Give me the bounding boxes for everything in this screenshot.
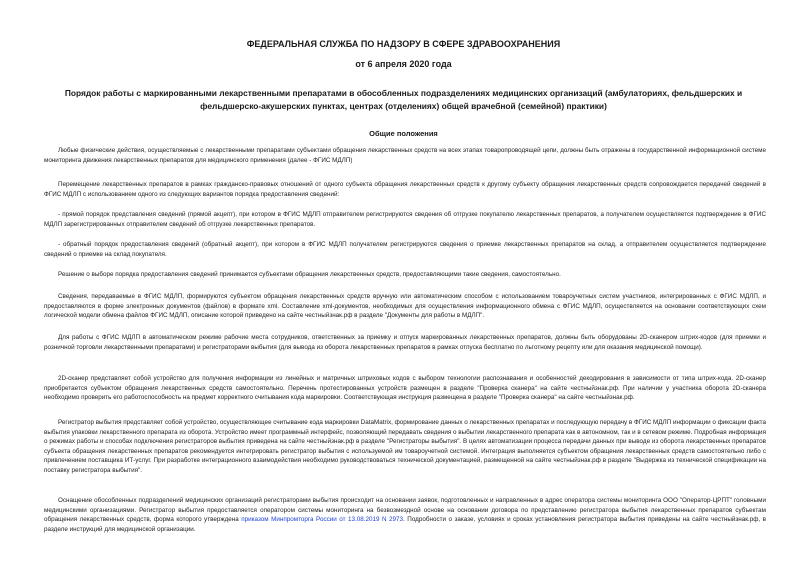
document-date: от 6 апреля 2020 года [355,59,452,69]
paragraph-10 [44,496,766,534]
section-heading: Общие положения [369,129,438,138]
paragraph-1: Любые физические действия, осуществляемые с лекарственными препаратами субъектами обращения лекарственных средств на всех этапах товаропроводящей цепи, должны быть отражены в государственной информационной системе мониторинга движения лекарственных препаратов для медицинского применения (далее - ФГИС МДЛП) [44,147,766,164]
paragraph-10-text-start: Оснащение обособленных подразделений медицинских организаций регистраторами выбытия происходит на основании заявок, подготовленных и направленных в адрес оператора системы мониторинга ООО "Оператор-ЦРПТ" головными медицинскими организациями. Регистратор выбытия предоставляется оператором системы мониторинга на безвозмездной основе на основании договора по представлению регистратора выбытия лекарственных препаратов субъектам обращения лекарственных средств, форма которого утверждена [44,497,766,523]
paragraph-3: - прямой порядок представления сведений (прямой акцепт), при котором в ФГИС МДЛП отправителем регистрируются сведения об отгрузке покупателю лекарственных препаратов, а получателем осуществляется подтверждение в ФГИС МДЛП зарегистрированных отправителем сведений об отгрузке лекарственных препаратов. [44,211,766,228]
order-link[interactable]: приказом Минпромторга России от 13.08.2019 N 2973 [241,516,404,523]
paragraph-2: Перемещение лекарственных препаратов в рамках гражданско-правовых отношений от одного субъекта обращения лекарственных средств к другому субъекту обращения лекарственных средств сопровождается передачей сведений в ФГИС МДЛП с использованием одного из следующих вариантов порядка предоставления сведений: [44,181,766,198]
paragraph-4: - обратный порядок предоставления сведений (обратный акцепт), при котором в ФГИС МДЛП получателем регистрируются сведения о приемке лекарственных препаратов на склад, а отправителем осуществляется подтверждение сведений о приемке на склад покупателя. [44,241,766,258]
paragraph-8: 2D-сканер представляет собой устройство для получения информации из линейных и матричных штриховых кодов с выбором технологии распознавания и особенностей декодирования в зависимости от типа штрих-кода. 2D-сканер приобретается субъектом обращения лекарственных средств самостоятельно. Перечень протестированных устройств размещен в разделе "Проверка сканера" на сайте честныйзнак.рф. При наличии у участника оборота 2D-сканера необходимо проверить его работоспособность на предмет корректного считывания кода маркировки. Соответствующая инструкция размещена в разделе "Проверка сканера" на сайте честныйзнак.рф. [44,375,766,401]
paragraph-5: Решение о выборе порядка предоставления сведений принимается субъектами обращения лекарственных средств, предоставляющими такие сведения, самостоятельно. [58,271,561,278]
paragraph-9: Регистратор выбытия представляет собой устройство, осуществляющее считывание кода маркировки DataMatrix, формирование данных о лекарственных препаратах и последующую передачу в ФГИС МДЛП информации о фиксации факта выбытия упаковки лекарственного препарата из оборота. Устройство имеет программный интерфейс, позволяющий передавать сведения о выбытии лекарственного препарата как в автономном, так и в сетевом режиме. Подробная информация о режимах работы и способах подключения регистраторов выбытия приведена на сайте честныйзнак.рф в разделе "Регистраторы выбытия". В целях автоматизации процесса передачи данных при выводе из оборота лекарственных препаратов субъекта обращения лекарственных препаратов рекомендуется интегрировать регистратор выбытия с используемой им товароучетной системой. Интеграция выполняется субъектом обращения лекарственных средств самостоятельно либо с привлечением поставщика ИТ-услуг. При разработке интеграционного взаимодействия необходимо руководствоваться технической документацией, размещенной на сайте честныйзнак.рф в разделе "Выдержка из технической спецификации на поставку регистратора выбытия". [44,419,766,474]
paragraph-10-text-end: . Подробности о заказе, условиях и сроках установления регистратора выбытия приведены на сайте честныйзнак.рф, в разделе инструкций для медицинской организации. [44,516,767,533]
document-title-line1: Порядок работы с маркированными лекарственными препаратами в обособленных подразделениях медицинских организаций (амбулаториях, фельдшерских и [64,88,743,98]
paragraph-6: Сведения, передаваемые в ФГИС МДЛП, формируются субъектом обращения лекарственных средств вручную или автоматическим способом с использованием товароучетных систем участников, интегрированных с ФГИС МДЛП, и предоставляются в форме электронных документов (файлов) в формате xml. Составление xml-документов, необходимых для осуществления информационного обмена с ФГИС МДЛП, осуществляется на основании соответствующих схем логической модели обмена файлов ФГИС МДЛП, описание которой приведено на сайте честныйзнак.рф в разделе "Документы для работы в МДЛП". [44,293,766,319]
document-title-line2: фельдшерско-акушерских пунктах, центрах (отделениях) общей врачебной (семейной) практики) [200,101,607,111]
paragraph-7: Для работы с ФГИС МДЛП в автоматическом режиме рабочие места сотрудников, ответственных за приемку и отпуск маркированных лекарственных препаратов, должны быть оборудованы 2D-сканером штрих-кодов (для приемки и розничной торговли лекарственными препаратами) и регистраторами выбытия (для вывода из оборота лекарственных препаратов в рамках отпуска бесплатно по льготному рецепту или для оказания медицинской помощи). [44,334,766,351]
agency-heading: ФЕДЕРАЛЬНАЯ СЛУЖБА ПО НАДЗОРУ В СФЕРЕ ЗДРАВООХРАНЕНИЯ [246,39,561,49]
